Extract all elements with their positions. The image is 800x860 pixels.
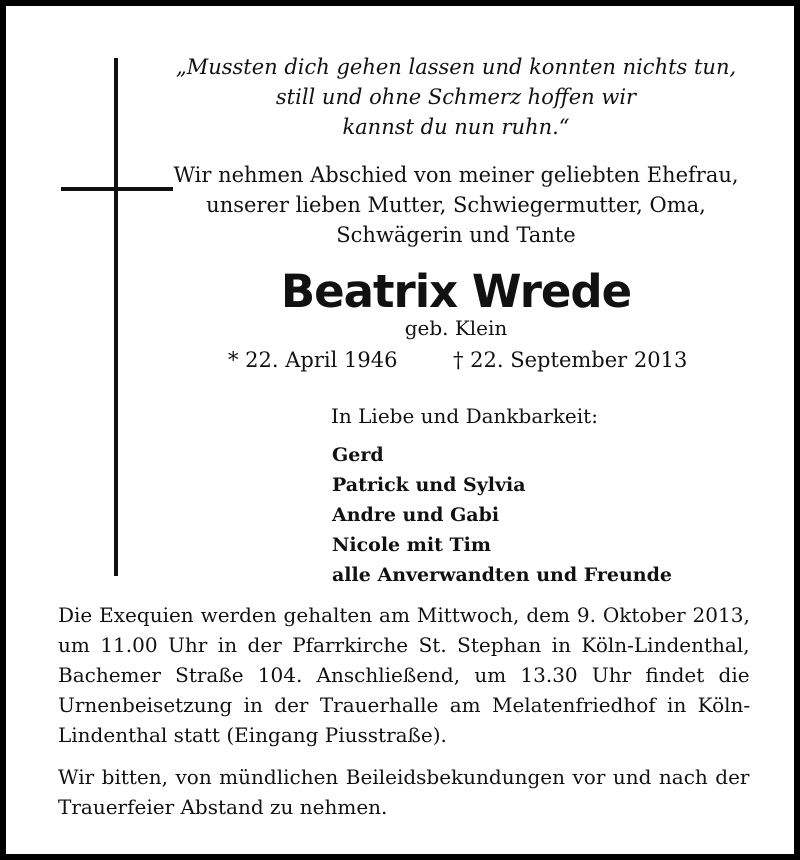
maiden-name: geb. Klein — [404, 316, 508, 340]
mourner-name: Gerd — [332, 444, 384, 466]
cross-horizontal-bar — [61, 187, 173, 191]
memorial-quote — [166, 52, 746, 142]
mourners-heading: In Liebe und Dankbarkeit: — [331, 404, 598, 428]
quote-line: still und ohne Schmerz hoffen wir — [275, 85, 637, 109]
intro-line: Schwägerin und Tante — [336, 223, 576, 247]
mourner-name: Patrick und Sylvia — [332, 474, 526, 496]
intro-line: unserer lieben Mutter, Schwiegermutter, Oma, — [206, 193, 706, 217]
funeral-info-line: Die Exequien werden gehalten am Mittwoch, dem 9. Oktober 2013, — [58, 603, 750, 627]
quote-line: „Mussten dich gehen lassen und konnten nichts tun, — [175, 55, 737, 79]
condolence-request-paragraph — [58, 762, 750, 822]
cross-vertical-bar — [114, 58, 118, 576]
mourner-name: alle Anverwandten und Freunde — [332, 564, 672, 586]
mourner-name: Andre und Gabi — [332, 504, 500, 526]
intro-line: Wir nehmen Abschied von meiner geliebten Ehefrau, — [173, 163, 739, 187]
request-line: Trauerfeier Abstand zu nehmen. — [58, 795, 388, 819]
birth-date: * 22. April 1946 — [228, 348, 398, 372]
death-date: † 22. September 2013 — [453, 348, 688, 372]
funeral-info-line: um 11.00 Uhr in der Pfarrkirche St. Stephan in Köln-Lindenthal, — [58, 633, 750, 657]
funeral-info-paragraph — [58, 600, 750, 750]
funeral-info-line: Lindenthal statt (Eingang Piusstraße). — [58, 723, 447, 747]
farewell-intro — [166, 160, 746, 250]
mourner-name: Nicole mit Tim — [332, 534, 491, 556]
mourners-list — [332, 440, 672, 590]
quote-line: kannst du nun ruhn.“ — [342, 115, 570, 139]
funeral-info-line: Bachemer Straße 104. Anschließend, um 13.30 Uhr findet die — [58, 663, 750, 687]
funeral-info-line: Urnenbeisetzung in der Trauerhalle am Melatenfriedhof in Köln- — [58, 693, 751, 717]
deceased-name: Beatrix Wrede — [280, 265, 632, 318]
request-line: Wir bitten, von mündlichen Beileidsbekundungen vor und nach der — [58, 765, 750, 789]
